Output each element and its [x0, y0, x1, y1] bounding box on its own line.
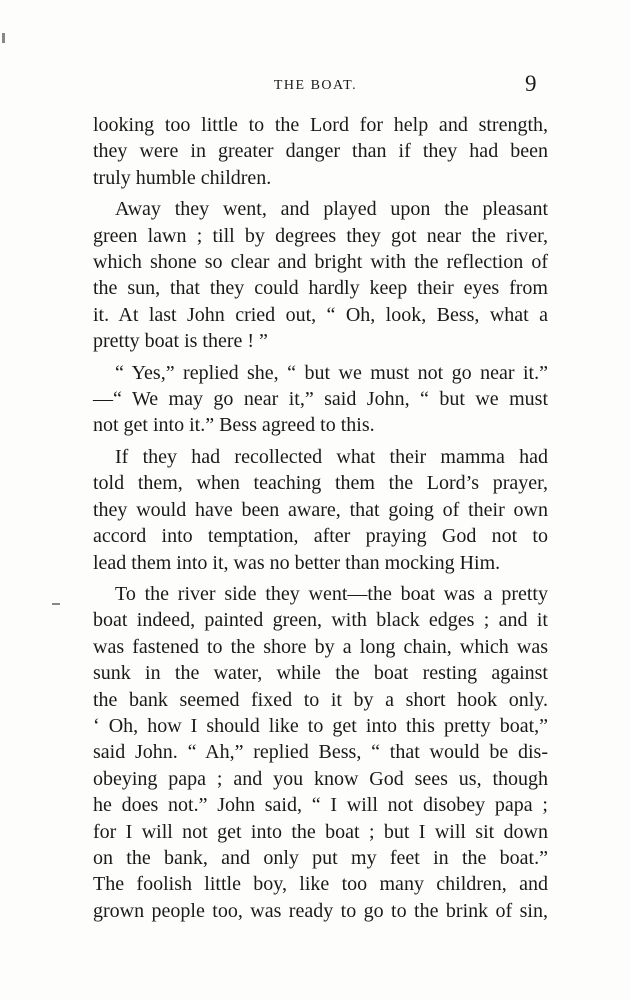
text-line: sunk in the water, while the boat resting against [93, 662, 548, 685]
text-line: said John. “ Ah,” replied Bess, “ that would be dis- [93, 741, 548, 764]
text-line: they were in greater danger than if they had been [93, 140, 548, 163]
page-header [0, 71, 631, 104]
text-line: which shone so clear and bright with the reflection of [93, 251, 548, 274]
text-line: “ Yes,” replied she, “ but we must not go near it.” [115, 361, 548, 384]
left-margin-mark [2, 33, 5, 43]
text-line: the bank seemed fixed to it by a short hook only. [93, 688, 548, 711]
text-line: —“ We may go near it,” said John, “ but we must [93, 388, 548, 411]
text-line: it. At last John cried out, “ Oh, look, Bess, what a [93, 303, 548, 326]
text-line: obeying papa ; and you know God sees us, though [93, 767, 548, 790]
text-line: truly humble children. [93, 166, 272, 189]
text-line: ‘ Oh, how I should like to get into this pretty boat,” [93, 714, 548, 737]
text-line: he does not.” John said, “ I will not disobey papa ; [93, 794, 548, 817]
text-line: not get into it.” Bess agreed to this. [93, 414, 375, 437]
text-line: pretty boat is there ! ” [93, 330, 268, 353]
text-line: green lawn ; till by degrees they got near the river, [93, 224, 548, 247]
left-margin-dash [52, 603, 60, 605]
text-line: on the bank, and only put my feet in the boat.” [93, 846, 548, 869]
text-line: lead them into it, was no better than mocking Him. [93, 551, 501, 574]
running-title: THE BOAT. [273, 78, 358, 93]
body-text [93, 112, 548, 924]
text-line: If they had recollected what their mamma had [115, 445, 548, 468]
text-line: told them, when teaching them the Lord’s prayer, [93, 472, 548, 495]
text-line: boat indeed, painted green, with black edges ; and it [93, 609, 548, 632]
text-line: the sun, that they could hardly keep their eyes from [93, 277, 548, 300]
text-line: was fastened to the shore by a long chain, which was [93, 635, 548, 658]
text-line: for I will not get into the boat ; but I will sit down [93, 820, 548, 843]
text-line: they would have been aware, that going of their own [93, 498, 548, 521]
text-line: looking too little to the Lord for help and strength, [93, 114, 548, 136]
page-number: 9 [525, 71, 537, 96]
text-line: The foolish little boy, like too many children, and [93, 873, 548, 896]
text-line: accord into temptation, after praying God not to [93, 525, 548, 548]
text-line: grown people too, was ready to go to the brink of sin, [93, 899, 548, 922]
text-line: Away they went, and played upon the pleasant [115, 198, 548, 221]
text-line: To the river side they went—the boat was a pretty [115, 582, 548, 605]
